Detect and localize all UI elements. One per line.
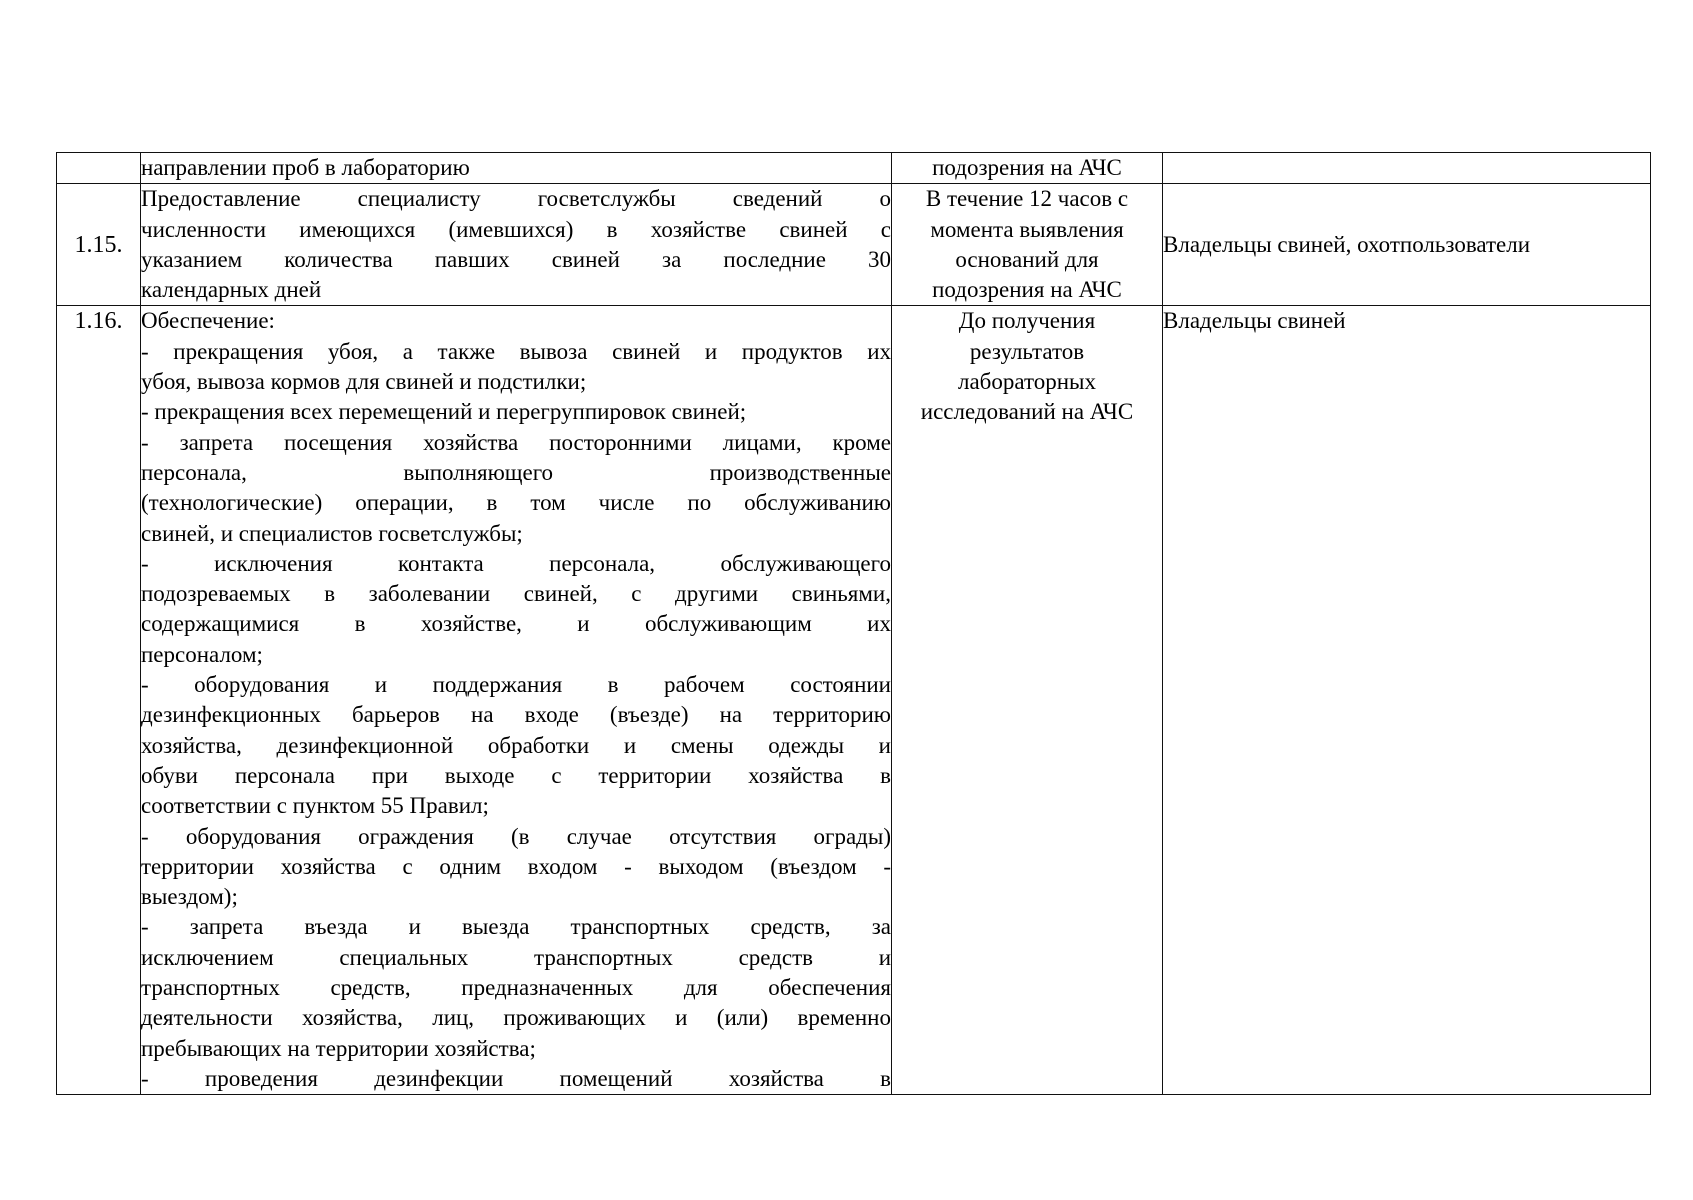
text-line: свиней, и специалистов госветслужбы;	[141, 520, 523, 546]
text-line: указанием количества павших свиней за последние 30	[141, 246, 891, 272]
text-line: направлении проб в лабораторию	[141, 155, 470, 180]
measure-text-cell	[141, 184, 892, 306]
text-line: транспортных средств, предназначенных для обеспечения	[141, 975, 891, 1001]
deadline-line: подозрения на АЧС	[932, 155, 1122, 180]
deadline-cell	[892, 306, 1163, 1095]
text-line: - прекращения всех перемещений и перегруппировок свиней;	[141, 399, 747, 425]
text-line: соответствии с пунктом 55 Правил;	[141, 793, 489, 819]
deadline-cell	[892, 153, 1163, 184]
measure-text-cell	[141, 153, 892, 184]
text-line: (технологические) операции, в том числе по обслуживанию	[141, 490, 891, 516]
text-line: - прекращения убоя, а также вывоза свиней и продуктов их	[141, 338, 891, 364]
text-line: деятельности хозяйства, лиц, проживающих и (или) временно	[141, 1005, 891, 1031]
text-line: - оборудования и поддержания в рабочем состоянии	[141, 672, 891, 698]
deadline-line: момента выявления	[930, 216, 1124, 242]
table-row	[57, 306, 1651, 1095]
table-row	[57, 153, 1651, 184]
deadline-line: До получения	[958, 308, 1096, 334]
measure-text-cell	[141, 306, 892, 1095]
text-line: обуви персонала при выходе с территории хозяйства в	[141, 762, 891, 788]
row-number-cell: 1.15.	[57, 184, 141, 306]
text-line: персонала, выполняющего производственные	[141, 459, 891, 485]
text-line: персоналом;	[141, 641, 263, 667]
text-line: Предоставление специалисту госветслужбы сведений о	[141, 186, 891, 212]
deadline-line: результатов	[969, 338, 1085, 364]
text-line: численности имеющихся (имевшихся) в хозяйстве свиней с	[141, 216, 891, 242]
text-line: - запрета посещения хозяйства посторонними лицами, кроме	[141, 429, 891, 455]
text-line: хозяйства, дезинфекционной обработки и смены одежды и	[141, 732, 891, 758]
deadline-line: В течение 12 часов с	[925, 186, 1129, 212]
deadline-cell	[892, 184, 1163, 306]
table-row	[57, 184, 1651, 306]
row-number-cell: 1.16.	[57, 306, 141, 1095]
text-line: - исключения контакта персонала, обслуживающего	[141, 550, 891, 576]
text-line: выездом);	[141, 884, 238, 910]
responsible-cell: Владельцы свиней, охотпользователи	[1163, 184, 1651, 306]
text-line: календарных дней	[141, 277, 322, 303]
text-line: подозреваемых в заболевании свиней, с другими свиньями,	[141, 581, 891, 607]
deadline-line: лабораторных	[957, 369, 1096, 395]
text-line: - оборудования ограждения (в случае отсутствия ограды)	[141, 823, 891, 849]
text-line: - запрета въезда и выезда транспортных средств, за	[141, 914, 891, 940]
deadline-line: оснований для	[955, 246, 1099, 272]
text-line: - проведения дезинфекции помещений хозяйства в	[141, 1065, 891, 1091]
text-line: убоя, вывоза кормов для свиней и подстилки;	[141, 369, 587, 395]
text-line: содержащимися в хозяйстве, и обслуживающим их	[141, 611, 891, 637]
responsible-cell: Владельцы свиней	[1163, 306, 1651, 1095]
row-number-cell	[57, 153, 141, 184]
text-line: территории хозяйства с одним входом - выходом (въездом -	[141, 853, 891, 879]
text-line: пребывающих на территории хозяйства;	[141, 1035, 536, 1061]
text-line: дезинфекционных барьеров на входе (въезде) на территорию	[141, 702, 891, 728]
measures-table	[56, 152, 1651, 1095]
responsible-cell	[1163, 153, 1651, 184]
text-line: Обеспечение:	[141, 308, 275, 334]
deadline-line: исследований на АЧС	[920, 399, 1134, 425]
deadline-line: подозрения на АЧС	[932, 277, 1122, 303]
text-line: исключением специальных транспортных средств и	[141, 944, 891, 970]
